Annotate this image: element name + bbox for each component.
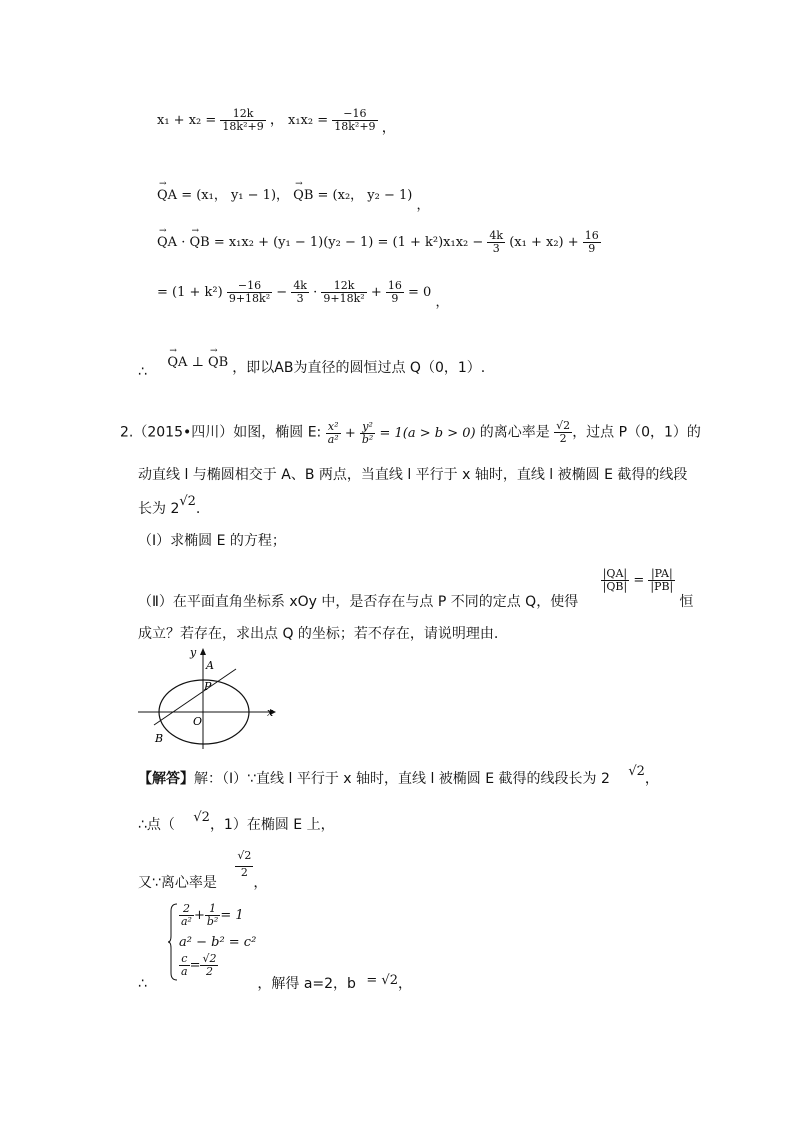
- label-p: P: [204, 680, 212, 693]
- eq1-lhs1: x₁ + x₂ =: [157, 113, 217, 128]
- equation-dot-product: → QA · → QB = x₁x₂ + (y₁ − 1)(y₂ − 1) = (1 + k²)x₁x₂ − $\frac{4k}{3}$ (x₁ + x₂) + $\frac{16}{9}$: [157, 230, 601, 255]
- vector-qb: → QB: [293, 188, 313, 203]
- problem-statement-line2: 动直线 l 与椭圆相交于 A、B 两点，当直线 l 平行于 x 轴时，直线 l 被椭圆 E 截得的线段: [138, 467, 688, 483]
- solution-line2: ∴点（ √2，1）在椭圆 E 上，: [138, 810, 335, 833]
- vector-qa: → QA: [157, 188, 177, 203]
- problem-statement-line3: 长为 2√2.: [138, 494, 201, 517]
- equation-sum-product: x₁ + x₂ = $\frac{12k}{\text{18k²+9}}$ ， x₁x₂ = $\frac{-16}{\text{18k²+9}}$ ，: [157, 107, 396, 136]
- eq1-frac2: $\frac{-16}{\text{18k²+9}}$: [334, 107, 376, 133]
- label-b: B: [155, 732, 164, 745]
- solution-line4: ∴ ，解得 a=2，b = √2，: [138, 973, 412, 992]
- label-x: x: [267, 706, 274, 719]
- problem-part2-line1: （Ⅱ）在平面直角坐标系 xOy 中，是否存在与点 P 不同的定点 Q，使得 $\frac{|QA|}{|QB|}$ = $\frac{|PA|}{|PB|}$ 恒: [138, 567, 694, 610]
- equation-vectors: → QA = (x₁， y₁ − 1)， → QB = (x₂， y₂ − 1) ，: [157, 184, 430, 203]
- label-y: y: [190, 646, 197, 659]
- brace-icon: [168, 903, 178, 981]
- problem-part2-line2: 成立？若存在，求出点 Q 的坐标；若不存在，请说明理由.: [138, 626, 499, 642]
- problem-part1: （Ⅰ）求椭圆 E 的方程；: [138, 533, 286, 549]
- conclusion-line: ∴ → QA ⊥ → QB ，即以AB为直径的圆恒过点 Q（0，1）.: [138, 357, 469, 377]
- label-o: O: [193, 715, 203, 728]
- eq1-frac1: $\frac{12k}{\text{18k²+9}}$: [222, 107, 264, 133]
- solution-tag: 【解答】: [138, 771, 194, 787]
- y-axis-arrow: [200, 648, 206, 655]
- solution-line3: 又∵离心率是 $\frac{√2}{2}$ ，: [138, 849, 268, 891]
- solution-line1: 【解答】解：（Ⅰ）∵直线 l 平行于 x 轴时，直线 l 被椭圆 E 截得的线段长为 2 √2，: [138, 764, 659, 787]
- ellipse-figure: [136, 643, 286, 753]
- problem-statement-line1: 2.（2015•四川）如图，椭圆 E: $\frac{\text{x²}}{\text{a²}}$ + $\frac{\text{y²}}{\text{b²}}$ = 1(a > b > 0) 的离心率是 $\frac{√2}{2}$ ，过点 P（0，1）的: [120, 419, 701, 446]
- equation-result-zero: = (1 + k²) $\frac{-16}{\text{9+18k²}}$ − $\frac{4k}{3}$ · $\frac{12k}{\text{9+18k²}}$ + $\frac{16}{9}$ = 0 ，: [157, 279, 449, 310]
- eq1-lhs2: x₁x₂ =: [288, 113, 329, 128]
- label-a: A: [206, 659, 214, 672]
- problem-number: 2.（2015•四川）如图，椭圆 E:: [120, 424, 322, 441]
